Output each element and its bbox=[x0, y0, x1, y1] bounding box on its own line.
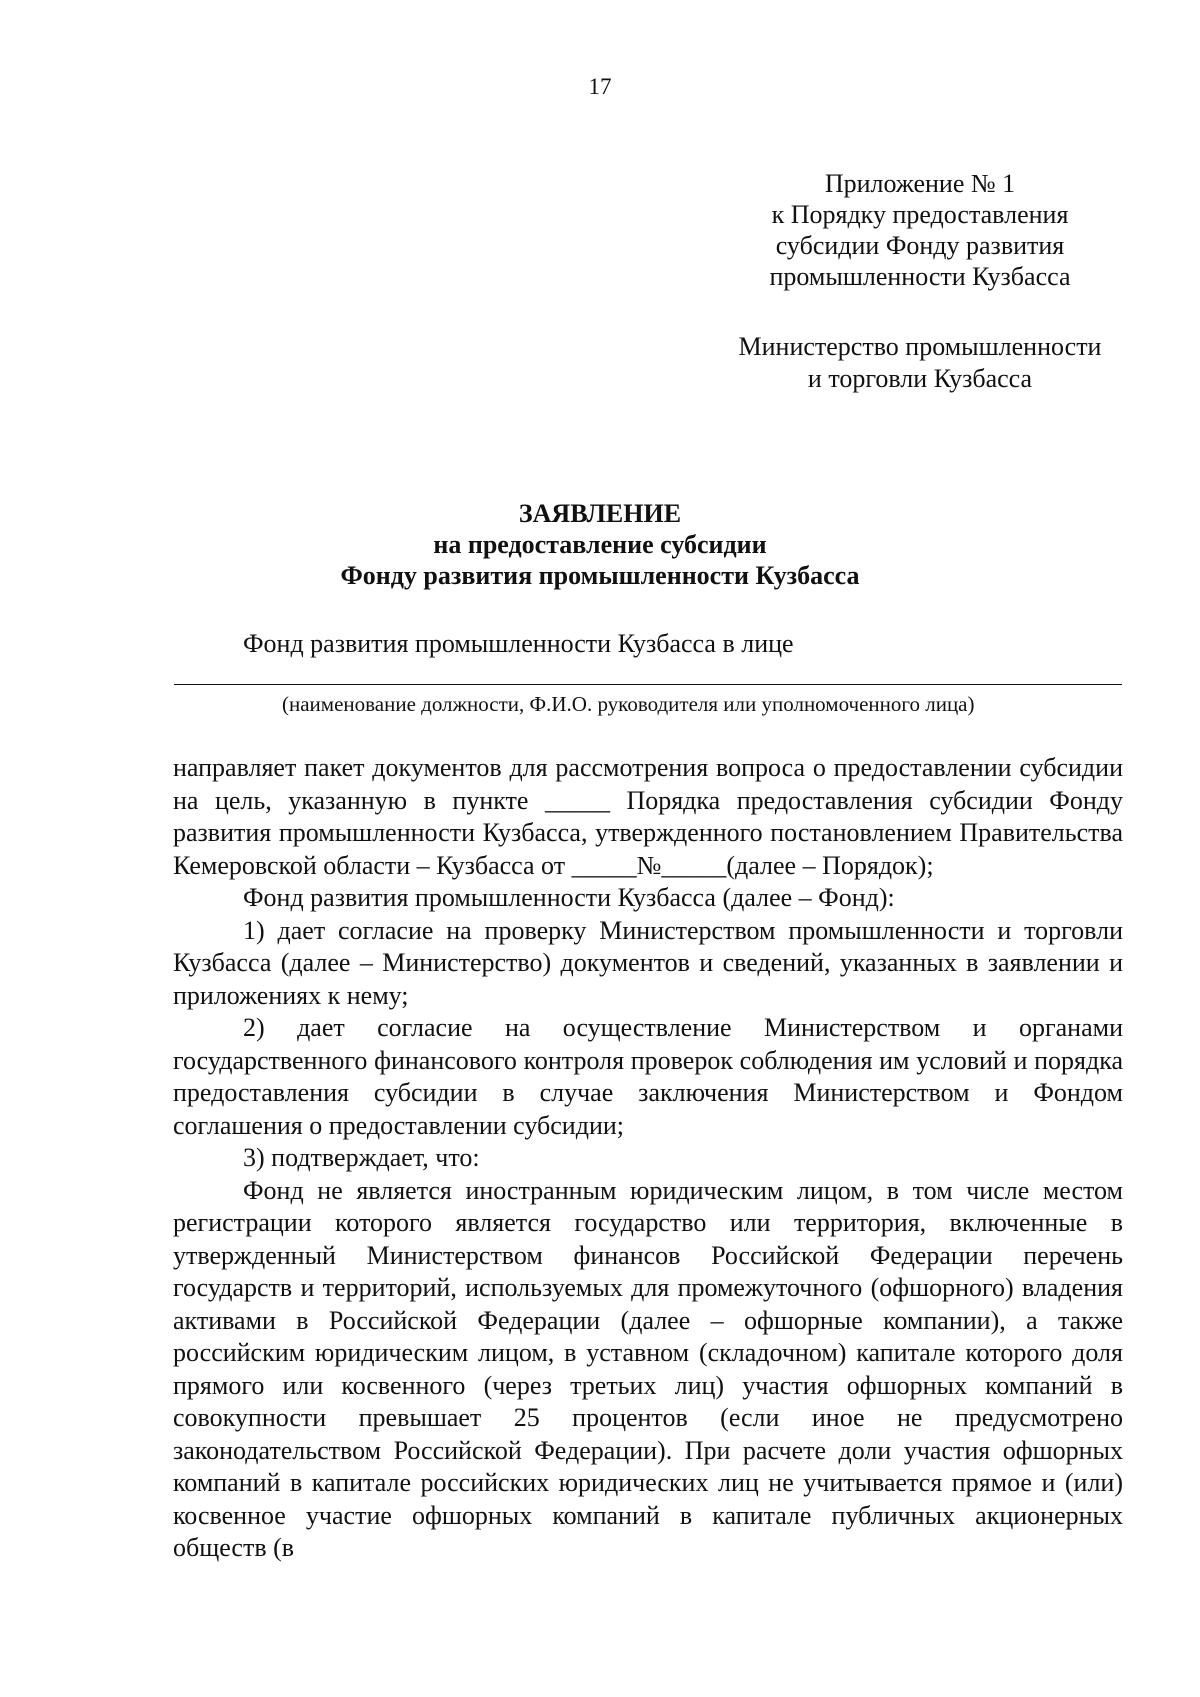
signature-fill-line bbox=[174, 684, 1122, 685]
title-line: Фонду развития промышленности Кузбасса bbox=[340, 561, 860, 590]
title-line: ЗАЯВЛЕНИЕ bbox=[518, 499, 682, 528]
recipient-line: Министерство промышленности bbox=[738, 332, 1102, 361]
paragraph: Фонд развития промышленности Кузбасса (далее – Фонд): bbox=[243, 883, 895, 912]
intro-text: Фонд развития промышленности Кузбасса в лице bbox=[243, 629, 794, 658]
document-title bbox=[0, 498, 1200, 591]
paragraph: 1) дает согласие на проверку Министерством промышленности и торговли Кузбасса (далее – Министерство) документов и сведений, указанных в заявлении и приложениях к нему; bbox=[173, 915, 1123, 1010]
appendix-line: Приложение № 1 bbox=[824, 169, 1016, 198]
appendix-line: промышленности Кузбасса bbox=[769, 262, 1071, 291]
recipient-block bbox=[700, 331, 1140, 395]
paragraph: Фонд не является иностранным юридическим лицом, в том числе местом регистрации которого является государство или территория, включенные в утвержденный Министерством финансов Российской Федерации перечень государств и территорий, используемых для промежуточного (офшорного) владения активами в Российской Федерации (далее – офшорные компании), а также российским юридическим лицом, в уставном (складочном) капитале которого доля прямого или косвенного (через третьих лиц) участия офшорных компаний в совокупности превышает 25 процентов (если иное не предусмотрено законодательством Российской Федерации). При расчете доли участия офшорных компаний в капитале российских юридических лиц не учитывается прямое и (или) косвенное участие офшорных компаний в капитале публичных акционерных обществ (в bbox=[173, 1175, 1123, 1562]
paragraph: 3) подтверждает, что: bbox=[243, 1143, 480, 1172]
title-line: на предоставление субсидии bbox=[433, 530, 767, 559]
signature-caption: (наименование должности, Ф.И.О. руководителя или уполномоченного лица) bbox=[282, 692, 975, 716]
paragraph: направляет пакет документов для рассмотрения вопроса о предоставлении субсидии на цель, указанную в пункте _____ Порядка предоставления субсидии Фонду развития промышленности Кузбасса, утвержденного постановлением Правительства Кемеровской области – Кузбасса от _____№_____(далее – Порядок); bbox=[173, 753, 1123, 880]
paragraph: 2) дает согласие на осуществление Министерством и органами государственного финансового контроля проверок соблюдения им условий и порядка предоставления субсидии в случае заключения Министерством и Фондом соглашения о предоставлении субсидии; bbox=[173, 1013, 1123, 1140]
page-number: 17 bbox=[588, 74, 612, 99]
appendix-heading bbox=[720, 168, 1120, 292]
body-text bbox=[173, 752, 1123, 1565]
recipient-line: и торговли Кузбасса bbox=[807, 364, 1033, 393]
appendix-line: субсидии Фонду развития bbox=[775, 231, 1065, 260]
appendix-line: к Порядку предоставления bbox=[771, 200, 1069, 229]
